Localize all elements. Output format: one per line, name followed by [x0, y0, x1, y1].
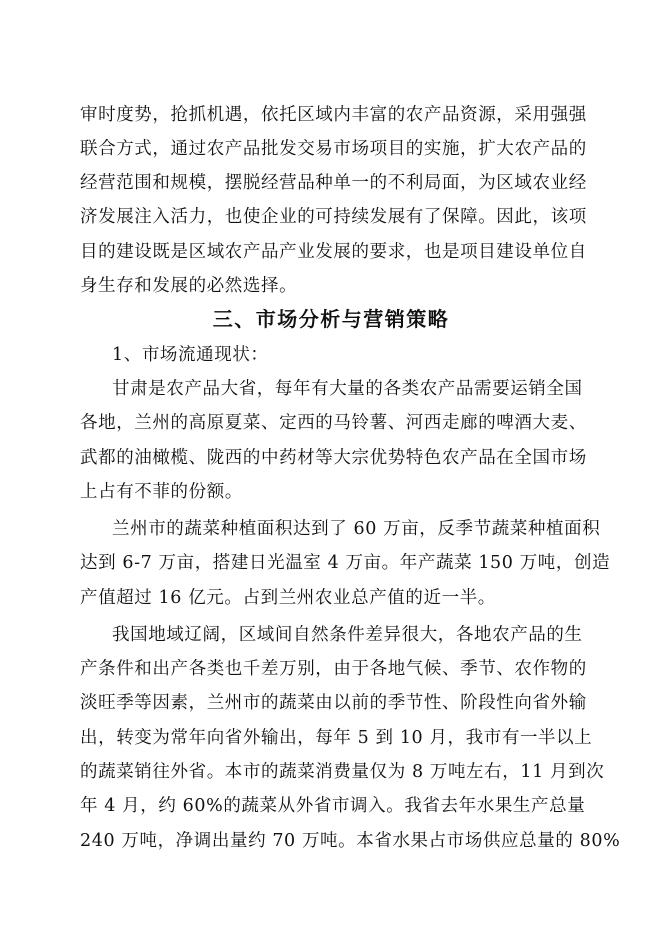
- section-heading: 三、市场分析与营销策略: [212, 307, 450, 331]
- paragraph4-line-6: 年 4 月，约 60%的蔬菜从外省市调入。我省去年水果生产总量: [80, 796, 586, 816]
- paragraph4-line-2: 产条件和出产各类也千差万别，由于各地气候、季节、农作物的: [80, 659, 587, 679]
- paragraph1-line-1: 审时度势，抢抓机遇，依托区域内丰富的农产品资源，采用强强: [80, 105, 587, 125]
- paragraph1-line-2: 联合方式，通过农产品批发交易市场项目的实施，扩大农产品的: [80, 139, 587, 159]
- paragraph2-line-2: 各地，兰州的高原夏菜、定西的马铃薯、河西走廊的啤酒大麦、: [80, 413, 587, 433]
- paragraph3-line-3: 产值超过 16 亿元。占到兰州农业总产值的近一半。: [80, 588, 496, 608]
- subheading: 1、市场流通现状：: [112, 345, 269, 365]
- paragraph4-line-4: 出，转变为常年向省外输出，每年 5 到 10 月，我市有一半以上: [80, 728, 593, 748]
- paragraph4-line-5: 的蔬菜销往外省。本市的蔬菜消费量仅为 8 万吨左右，11 月到次: [80, 762, 605, 782]
- paragraph4-line-1: 我国地域辽阔，区域间自然条件差异很大，各地农产品的生: [112, 625, 583, 645]
- paragraph4-line-3: 淡旺季等因素，兰州市的蔬菜由以前的季节性、阶段性向省外输: [80, 693, 587, 713]
- paragraph3-line-1: 兰州市的蔬菜种植面积达到了 60 万亩，反季节蔬菜种植面积: [112, 519, 601, 539]
- paragraph2-line-1: 甘肃是农产品大省，每年有大量的各类农产品需要运销全国: [112, 379, 583, 399]
- paragraph4-line-7: 240 万吨，净调出量约 70 万吨。本省水果占市场供应总量的 80%: [80, 831, 621, 851]
- paragraph1-line-5: 目的建设既是区域农产品产业发展的要求，也是项目建设单位自: [80, 242, 587, 262]
- paragraph2-line-3: 武都的油橄榄、陇西的中药材等大宗优势特色农产品在全国市场: [80, 448, 587, 468]
- paragraph1-line-3: 经营范围和规模，摆脱经营品种单一的不利局面，为区域农业经: [80, 173, 587, 193]
- paragraph1-line-4: 济发展注入活力，也使企业的可持续发展有了保障。因此，该项: [80, 207, 587, 227]
- paragraph3-line-2: 达到 6-7 万亩，搭建日光温室 4 万亩。年产蔬菜 150 万吨，创造: [80, 553, 611, 573]
- paragraph2-line-4: 上占有不菲的份额。: [80, 482, 243, 502]
- paragraph1-line-6: 身生存和发展的必然选择。: [80, 276, 298, 296]
